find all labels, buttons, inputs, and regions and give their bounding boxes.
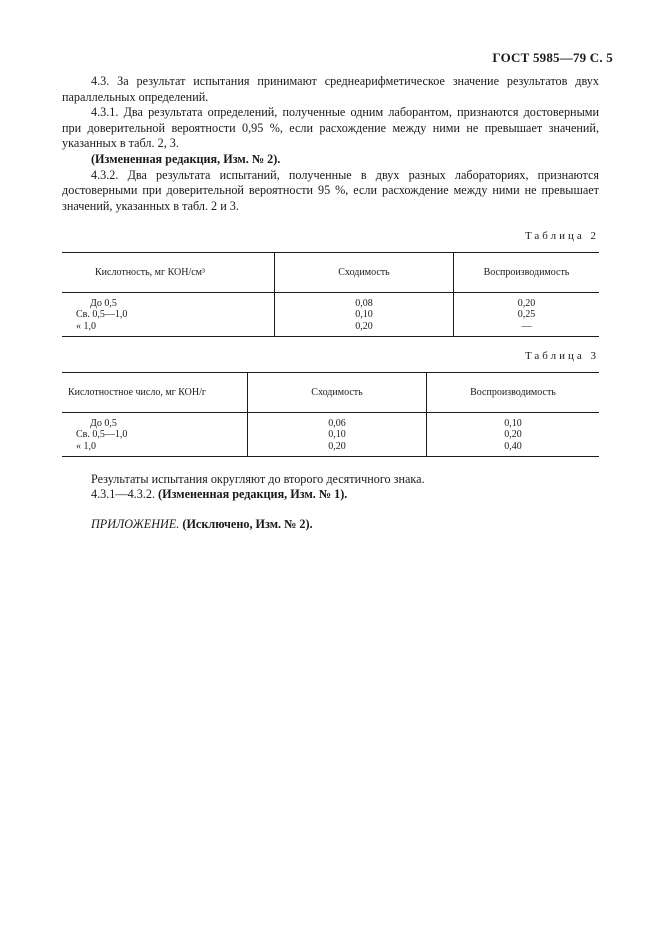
rounding-note: Результаты испытания округляют до второго десятичного знака. [91,471,425,486]
document-body [62,74,599,533]
table-cell: 0,10 [248,429,427,440]
paragraph-4-3-1: 4.3.1. Два результата определений, полученные одним лаборантом, признаются достоверными при доверительной вероятности 0,95 %, если расхождение между ними не превышает значений, указанных в табл. 2, 3. [62,105,599,151]
table-row [62,292,599,309]
table-cell: Св. 0,5—1,0 [76,309,128,321]
page-header: ГОСТ 5985—79 С. 5 [492,50,613,65]
table-row [62,309,599,320]
table-header-acid-number: Кислотностное число, мг КОН/г [62,372,248,412]
table-header-convergence: Сходимость [248,372,427,412]
table-cell: 0,20 [248,440,427,456]
table-cell: — [454,321,600,337]
table-row [62,440,599,456]
table-cell: 0,20 [275,321,454,337]
table-cell: 0,40 [427,440,600,456]
closing-notes [62,472,599,533]
table-cell: « 1,0 [76,320,96,332]
table-header-reproducibility: Воспроизводимость [454,252,600,292]
table-row [62,321,599,337]
table-header-acidity: Кислотность, мг КОН/см³ [62,252,275,292]
table-cell: 0,10 [275,309,454,320]
edit-note-change-2: (Измененная редакция, Изм. № 2). [91,151,281,166]
edit-note-change-1: (Измененная редакция, Изм. № 1). [158,487,348,502]
table-cell: 0,08 [275,292,454,309]
table-3 [62,372,599,457]
paragraph-4-3: 4.3. За результат испытания принимают среднеарифметическое значение результатов двух параллельных определений. [62,74,599,104]
table-2 [62,252,599,337]
table-cell: 0,06 [248,412,427,429]
table-header-convergence: Сходимость [275,252,454,292]
table-2-title: Таблица 2 [524,230,599,243]
table-cell: До 0,5 [90,417,117,429]
paragraph-4-3-2: 4.3.2. Два результата испытаний, полученные в двух разных лабораториях, признаются достоверными при доверительной вероятности 95 %, если расхождение между ними не превышает значений, указанных в табл. 2 и 3. [62,167,599,213]
edit-reference-clauses: 4.3.1—4.3.2. [91,487,155,502]
appendix-status: (Исключено, Изм. № 2). [182,517,313,532]
appendix-label: ПРИЛОЖЕНИЕ. [91,517,180,532]
edit-reference [62,487,599,503]
table-cell: 0,10 [427,412,600,429]
appendix-note [62,517,599,533]
table-3-title: Таблица 3 [524,350,599,363]
table-header-row [62,372,599,412]
table-cell: 0,20 [427,429,600,440]
table-cell: До 0,5 [90,298,117,310]
table-cell: 0,20 [454,292,600,309]
table-cell: Св. 0,5—1,0 [76,429,128,441]
table-header-row [62,252,599,292]
table-header-reproducibility: Воспроизводимость [427,372,600,412]
table-cell: 0,25 [454,309,600,320]
table-cell: « 1,0 [76,440,96,452]
table-row [62,429,599,440]
table-row [62,412,599,429]
